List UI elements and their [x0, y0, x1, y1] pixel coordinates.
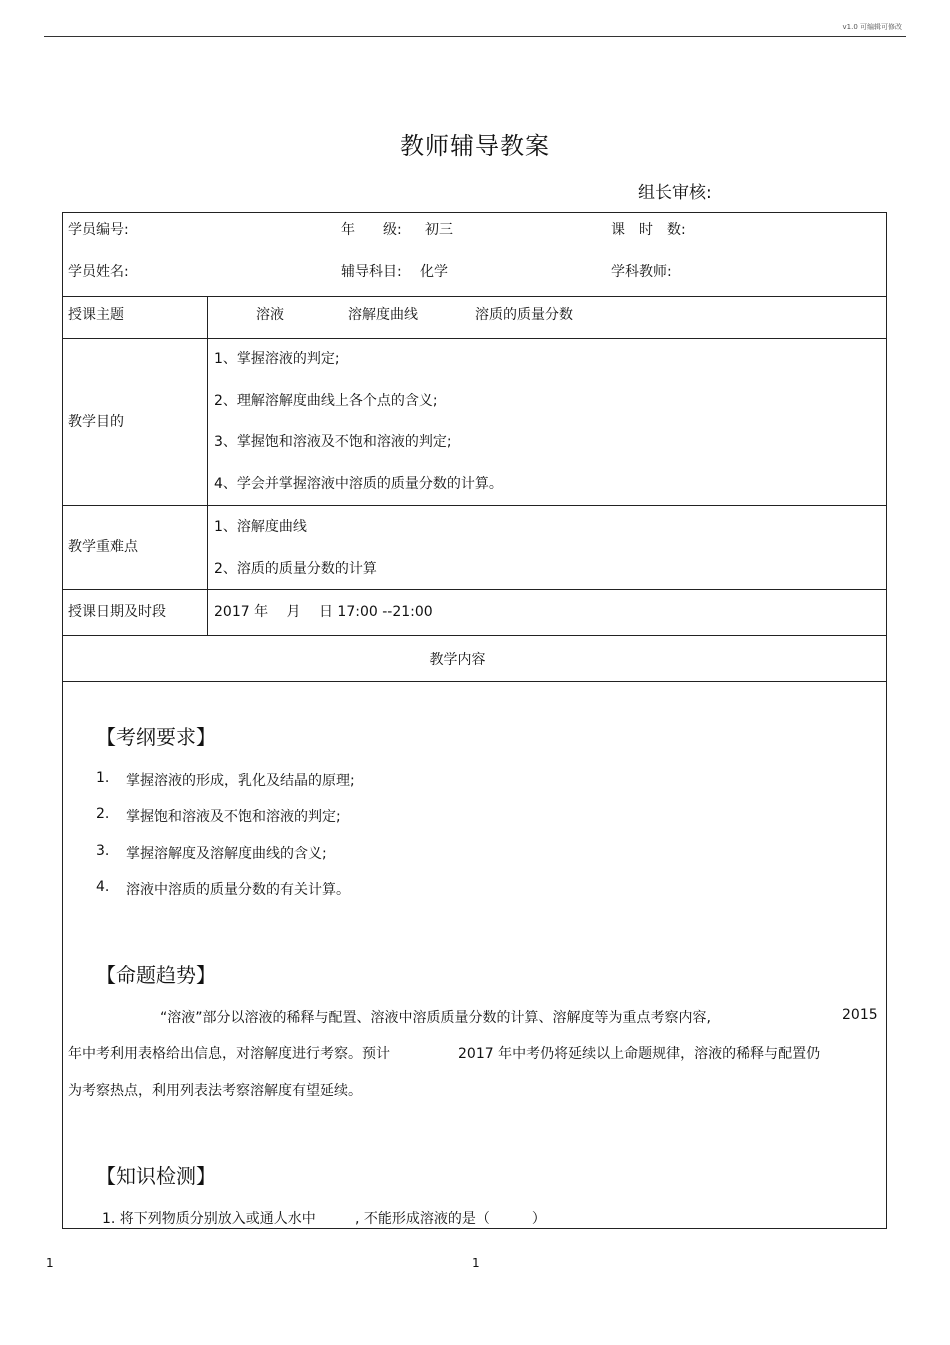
subject-value: 化学 [420, 264, 448, 280]
grade-label: 年 级: [341, 222, 402, 238]
exam-item: 掌握溶液的形成，乳化及结晶的原理; [126, 773, 355, 789]
key-item: 1、溶解度曲线 [214, 519, 307, 535]
page-number-center: 1 [472, 1256, 480, 1270]
trend-paragraph-line: “溶液”部分以溶液的稀释与配置、溶液中溶质质量分数的计算、溶解度等为重点考察内容, [160, 1010, 711, 1026]
goal-item: 4、学会并掌握溶液中溶质的质量分数的计算。 [214, 476, 503, 492]
key-label: 教学重难点 [68, 539, 138, 555]
table-rule [62, 296, 887, 297]
exam-item-number: 4. [96, 879, 110, 895]
student-name-label: 学员姓名: [68, 264, 129, 280]
version-note: v1.0 可编辑可修改 [842, 23, 902, 31]
subject-label: 辅导科目: [341, 264, 402, 280]
content-header: 教学内容 [429, 652, 486, 668]
exam-item: 掌握饱和溶液及不饱和溶液的判定; [126, 809, 341, 825]
topic-item: 溶液 [256, 307, 284, 323]
goal-item: 2、理解溶解度曲线上各个点的含义; [214, 393, 438, 409]
grade-value: 初三 [425, 222, 453, 238]
page-title: 教师辅导教案 [400, 132, 550, 160]
goal-item: 1、掌握溶液的判定; [214, 351, 340, 367]
reviewer-label: 组长审核: [638, 183, 712, 203]
exam-item: 掌握溶解度及溶解度曲线的含义; [126, 846, 327, 862]
trend-paragraph-line: 为考察热点，利用列表法考察溶解度有望延续。 [68, 1083, 362, 1099]
page-number-left: 1 [46, 1256, 54, 1270]
question-text: 1. 将下列物质分别放入或通人水中 [102, 1211, 316, 1227]
table-rule [62, 505, 887, 506]
header-rule [44, 36, 906, 37]
knowledge-check-title: 【知识检测】 [96, 1164, 216, 1188]
exam-requirements-title: 【考纲要求】 [96, 725, 216, 749]
table-rule [62, 589, 887, 590]
trend-title: 【命题趋势】 [96, 963, 216, 987]
key-item: 2、溶质的质量分数的计算 [214, 561, 377, 577]
table-rule [62, 681, 887, 682]
topic-item: 溶解度曲线 [348, 307, 418, 323]
trend-paragraph-line: 2017 年中考仍将延续以上命题规律，溶液的稀释与配置仍 [458, 1046, 821, 1062]
exam-item-number: 1. [96, 770, 110, 786]
exam-item-number: 2. [96, 806, 110, 822]
exam-item-number: 3. [96, 843, 110, 859]
goal-label: 教学目的 [68, 414, 124, 430]
question-text: , 不能形成溶液的是（ ） [355, 1211, 546, 1227]
exam-item: 溶液中溶质的质量分数的有关计算。 [126, 882, 350, 898]
trend-paragraph-line: 年中考利用表格给出信息，对溶解度进行考察。预计 [68, 1046, 390, 1062]
table-column-rule [207, 296, 208, 636]
student-id-label: 学员编号: [68, 222, 129, 238]
date-label: 授课日期及时段 [68, 604, 166, 620]
table-rule [62, 635, 887, 636]
teacher-label: 学科教师: [611, 264, 672, 280]
date-value: 2017 年 月 日 17:00 --21:00 [214, 604, 433, 620]
table-rule [62, 338, 887, 339]
topic-item: 溶质的质量分数 [475, 307, 573, 323]
trend-year: 2015 [842, 1007, 878, 1023]
topic-label: 授课主题 [68, 307, 124, 323]
hours-label: 课 时 数: [611, 222, 686, 238]
goal-item: 3、掌握饱和溶液及不饱和溶液的判定; [214, 434, 452, 450]
